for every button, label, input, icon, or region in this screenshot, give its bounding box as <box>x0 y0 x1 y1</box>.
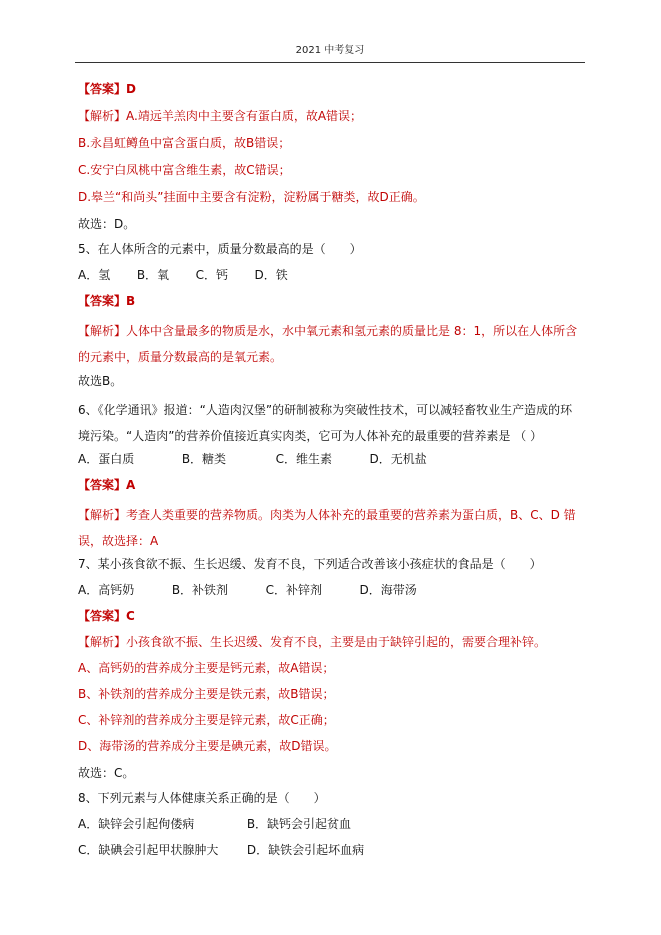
analysis-line: C.安宁白凤桃中富含维生素，故C错误； <box>78 163 291 177</box>
question-stem: 5、在人体所含的元素中，质量分数最高的是（ ） <box>78 242 362 256</box>
option: B．糖类 <box>181 452 227 466</box>
analysis-line: A、高钙奶的营养成分主要是钙元素，故A错误； <box>78 661 335 675</box>
analysis-line: D.皋兰“和尚头”挂面中主要含有淀粉，淀粉属于糖类，故D正确。 <box>78 190 425 204</box>
conclusion-line: 故选B。 <box>78 374 123 388</box>
conclusion-line: 故选：D。 <box>78 217 136 231</box>
option: B．氧 <box>136 268 170 282</box>
option: A．氢 <box>78 268 111 282</box>
option: A．高钙奶 <box>78 583 135 597</box>
option: C．钙 <box>195 268 229 282</box>
analysis-line: 【解析】小孩食欲不振、生长迟缓、发育不良，主要是由于缺锌引起的，需要合理补锌。 <box>78 635 547 649</box>
option: B．补铁剂 <box>171 583 229 597</box>
analysis-line: B、补铁剂的营养成分主要是铁元素，故B错误； <box>78 687 335 701</box>
answer-line: 【答案】D <box>78 82 136 96</box>
analysis-line: B.永昌虹鳟鱼中富含蛋白质，故B错误； <box>78 136 291 150</box>
options-row <box>78 266 309 284</box>
options-row <box>78 581 449 599</box>
option: C．补锌剂 <box>265 583 323 597</box>
analysis-line: 【解析】考查人类重要的营养物质。肉类为人体补充的最重要的营养素为蛋白质，B、C、D 错误，故选择：A <box>78 508 576 548</box>
analysis-line: 【解析】A.靖远羊羔肉中主要含有蛋白质，故A错误； <box>78 109 363 123</box>
page-header <box>75 44 585 63</box>
question-stem: 8、下列元素与人体健康关系正确的是（ ） <box>78 791 326 805</box>
header-title: 2021 中考复习 <box>295 45 365 56</box>
option: C．缺碘会引起甲状腺肿大 <box>78 843 219 857</box>
question-stem: 6、《化学通讯》报道：“人造肉汉堡”的研制被称为突破性技术，可以减轻畜牧业生产造成的环境污染。“人造肉”的营养价值接近真实肉类，它可为人体补充的最重要的营养素是 （ ） <box>78 403 573 443</box>
option: D．铁 <box>254 268 288 282</box>
options-row <box>78 815 412 833</box>
option: A．蛋白质 <box>78 452 135 466</box>
analysis-line: 【解析】人体中含量最多的物质是水，水中氧元素和氢元素的质量比是 8：1，所以在人体所含的元素中，质量分数最高的是氧元素。 <box>78 324 578 364</box>
option: A．缺锌会引起佝偻病 <box>78 817 195 831</box>
options-row <box>78 841 412 859</box>
option: D．海带汤 <box>359 583 417 597</box>
options-row <box>78 450 459 468</box>
answer-line: 【答案】B <box>78 294 136 308</box>
option: D．无机盐 <box>369 452 427 466</box>
option: D．缺铁会引起坏血病 <box>246 843 365 857</box>
answer-line: 【答案】C <box>78 609 135 623</box>
option: B．缺钙会引起贫血 <box>246 817 352 831</box>
answer-line: 【答案】A <box>78 478 136 492</box>
conclusion-line: 故选：C。 <box>78 766 135 780</box>
analysis-line: C、补锌剂的营养成分主要是锌元素，故C正确； <box>78 713 335 727</box>
analysis-line: D、海带汤的营养成分主要是碘元素，故D错误。 <box>78 739 337 753</box>
option: C．维生素 <box>275 452 333 466</box>
question-stem: 7、某小孩食欲不振、生长迟缓、发育不良，下列适合改善该小孩症状的食品是（ ） <box>78 557 542 571</box>
